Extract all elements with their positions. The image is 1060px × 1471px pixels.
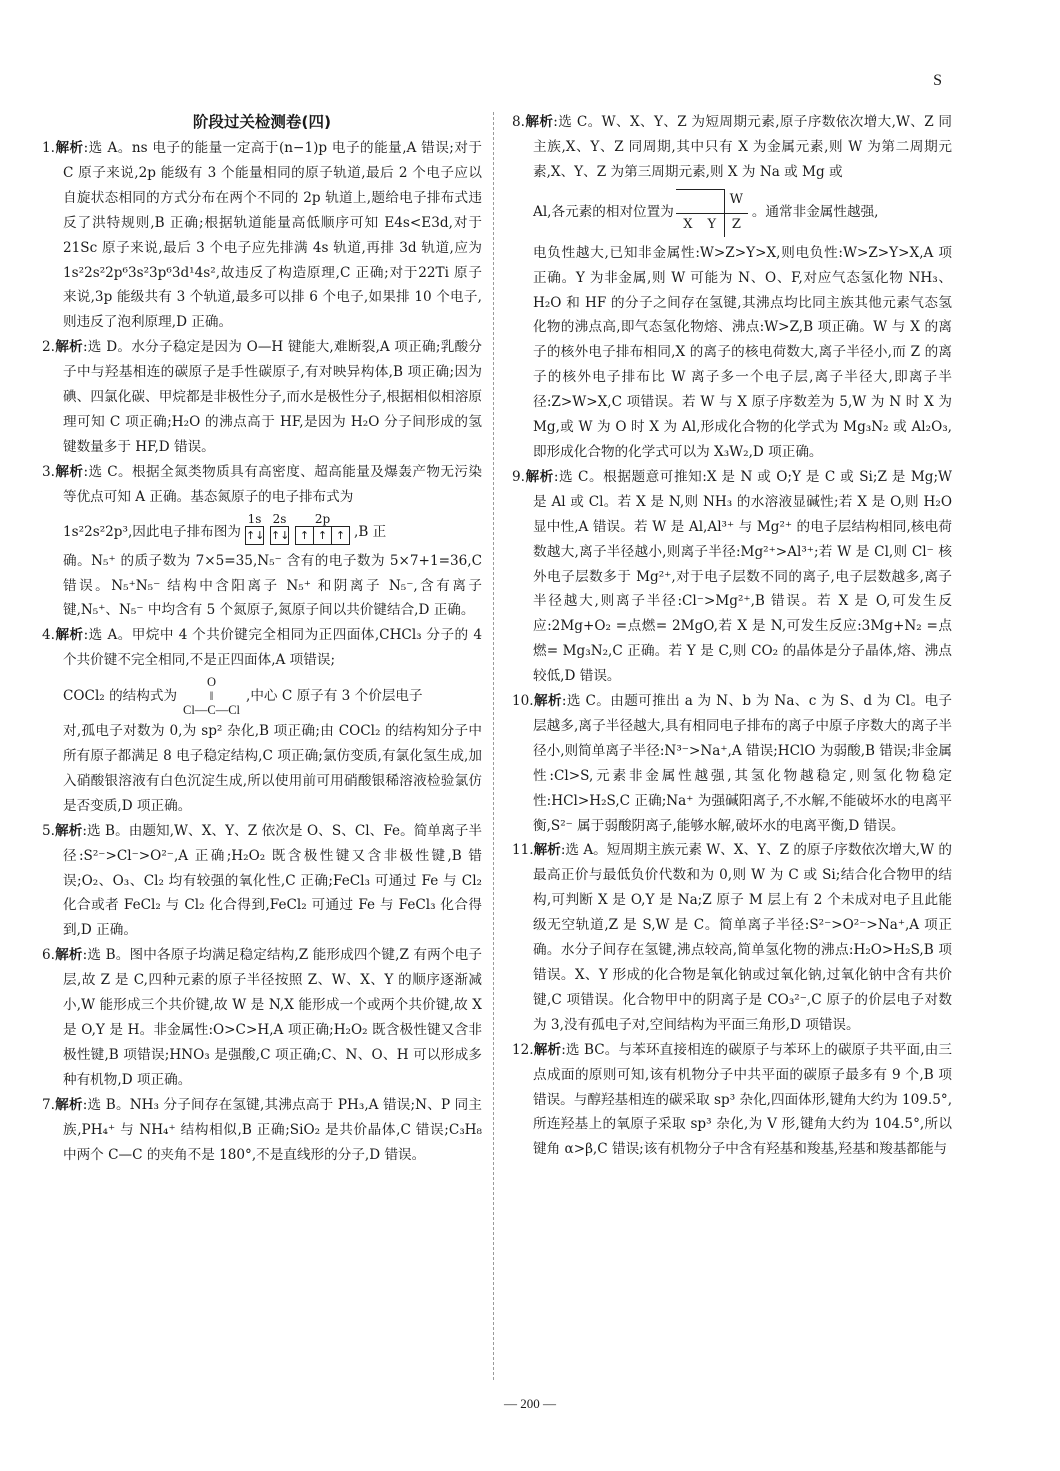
analysis-label: 解析 [524,468,554,485]
orbital-cell: ↑ [314,527,332,544]
item-number: 6. [42,947,55,964]
answer-item-9 [512,465,952,689]
answer-item-7 [42,1093,482,1168]
analysis-label: 解析 [54,1096,83,1113]
left-column [42,110,482,1167]
analysis-label: 解析 [533,1041,562,1058]
table-cell [676,189,700,213]
table-cell: Z [724,213,748,237]
item-number: 1. [42,140,55,156]
item-number: 12. [512,1041,534,1058]
answer-text: :选 B。图中各原子均满足稳定结构,Z 能形成四个键,Z 有两个电子层,故 Z 是 C,四种元素的原子半径按照 Z、W、X、Y 的顺序逐渐减小,W 能形成三个共价键,故 W 是 N,X 能形成一个或两个共价键,故 X 是 O,Y 是 H。非金属性:O>C>H,A 项正确;H₂O₂ 既含极性键又含非极性键,B 项错误;HNO₃ 是强酸,C 项正确;C、N、O、H 可以形成多种有机物,D 项正确。 [63,947,482,1088]
item-number: 3. [42,463,55,480]
structure-prefix: COCl₂ 的结构式为 [63,687,178,704]
analysis-label: 解析 [533,693,562,710]
analysis-label: 解析 [54,627,84,644]
table-prefix: Al,各元素的相对位置为 [533,204,674,221]
answer-text: :选 C。W、X、Y、Z 为短周期元素,原子序数依次增大,W、Z 同主族,X、Y、Z 同周期,其中只有 X 为金属元素,则 W 为第二周期元素,X、Y、Z 为第三周期元素,则 X 为 Na 或 Mg 或 [533,114,953,180]
orbital-label: 2s [272,511,287,526]
orbital-diagram [245,512,350,545]
answer-item-8 [512,110,952,465]
orbital-cell: ↑↓ [246,528,265,542]
answer-text: :选 B。由题知,W、X、Y、Z 依次是 O、S、Cl、Fe。简单离子半径:S²⁻>Cl⁻>O²⁻,A 正确;H₂O₂ 既含极性键又含非极性键,B 错误;O₂、O₃、Cl₂ 均有较强的氧化性,C 正确;FeCl₃ 可通过 Fe 与 Cl₂ 化合或者 FeCl₂ 与 Cl₂ 化合得到,FeCl₂ 可通过 Fe 与 FeCl₃ 化合得到,D 正确。 [63,822,482,939]
periodic-position-table [676,189,748,237]
orbital-label: 2p [314,511,331,526]
periodic-position-row [533,189,952,237]
answer-item-11 [512,838,952,1037]
orbital-suffix: ,B 正 [354,523,387,540]
item-number: 9. [512,468,525,485]
structure-suffix: ,中心 C 原子有 3 个价层电子 [246,687,423,704]
analysis-label: 解析 [54,463,84,480]
answer-text: :选 C。根据全氮类物质具有高密度、超高能量及爆轰产物无污染等优点可知 A 正确。基态氮原子的电子排布式为 [63,463,482,505]
answer-text: :选 B。NH₃ 分子间存在氢键,其沸点高于 PH₃,A 错误;N、P 同主族,PH₄⁺ 与 NH₄⁺ 结构相似,B 正确;SiO₂ 是共价晶体,C 错误;C₃H₈ 中两个 C—C 的夹角不是 180°,不是直线形的分子,D 错误。 [63,1096,483,1163]
structure-top: O [207,675,217,690]
table-cell: Y [700,213,724,237]
analysis-label: 解析 [524,114,554,130]
orbital-cell: ↑↓ [271,528,290,542]
orbital-label: 1s [247,511,262,526]
item-number: 8. [512,114,525,130]
orbital-2s [270,512,289,545]
answer-text: 电负性越大,已知非金属性:W>Z>Y>X,则电负性:W>Z>Y>X,A 项正确。Y 为非金属,则 W 可能为 N、O、F,对应气态氢化物 NH₃、H₂O 和 HF 的分子之间存在氢键,其沸点均比同主族其他元素气态氢化物的沸点高,即气态氢化物熔、沸点:W>Z,B 项正确。W 与 X 的离子的核外电子排布相同,X 的离子的核电荷数大,离子半径小,而 Z 的离子的核外电子排布比 W 离子多一个电子层,离子半径大,即离子半径:Z>W>X,C 项错误。若 W 与 X 原子序数差为 5,W 为 N 时 X 为 Mg,或 W 为 O 时 X 为 Al,形成化合物的化学式为 Mg₃N₂ 或 Al₂O₃,即形成化合物的化学式可以为 X₃W₂,D 项正确。 [533,244,952,460]
table-suffix: 。通常非金属性越强, [751,204,879,221]
column-divider [493,112,494,1380]
item-number: 5. [42,822,55,839]
answer-item-10 [512,689,952,838]
orbital-cell: ↑ [335,528,346,542]
item-number: 4. [42,627,55,644]
page-number: — 200 — [504,1396,556,1411]
orbital-diagram-row [63,512,482,545]
answer-text: :选 BC。与苯环直接相连的碳原子与苯环上的碳原子共平面,由三点成面的原则可知,该有机物分子中共平面的碳原子最多有 9 个,B 项错误。与醇羟基相连的碳采取 sp³ 杂化,四面体形,键角大约为 109.5°,所连羟基上的氧原子采取 sp³ 杂化,为 V 形,键角大约为 104.5°,所以键角 α>β,C 错误;该有机物分子中含有羟基和羧基,羟基和羧基都能与 [533,1041,953,1158]
table-cell: W [724,189,748,213]
answer-text: :选 C。根据题意可推知:X 是 N 或 O;Y 是 C 或 Si;Z 是 Mg;W 是 Al 或 Cl。若 X 是 N,则 NH₃ 的水溶液显碱性;若 X 是 O,则 H₂O 显中性,A 错误。若 W 是 Al,Al³⁺ 与 Mg²⁺ 的电子层结构相同,核电荷数越大,离子半径越小,则离子半径:Mg²⁺>Al³⁺;若 W 是 Cl,则 Cl⁻ 核外电子层数多于 Mg²⁺,对于电子层数不同的离子,电子层数越多,离子半径越大,则离子半径:Cl⁻>Mg²⁺,B 错误。若 X 是 O,可发生反应:2Mg+O₂ =点燃= 2MgO,若 X 是 N,可发生反应:3Mg+N₂ =点燃= Mg₃N₂,C 正确。若 Y 是 C,则 CO₂ 的晶体是分子晶体,熔、沸点较低,D 错误。 [533,468,953,685]
structure-double-bond: ‖ [209,689,214,704]
answer-item-4 [42,623,482,818]
answer-text: :选 A。ns 电子的能量一定高于(n−1)p 电子的能量,A 错误;对于 C 原子来说,2p 能级有 3 个能量相同的原子轨道,最后 2 个电子应以自旋状态相同的方式分布在两个不同的 2p 轨道上,题给电子排布式违反了洪特规则,B 正确;根据轨道能量高低顺序可知 E4s<E3d,对于21Sc 原子来说,最后 3 个电子应先排满 4s 轨道,再排 3d 轨道,应为 1s²2s²2p⁶3s²3p⁶3d¹4s²,故违反了构造原理,C 正确;对于22Ti 原子来说,3p 能级共有 3 个轨道,最多可以排 6 个电子,如果排 10 个电子,则违反了泡利原理,D 正确。 [63,140,482,331]
structure-formula-row [63,675,482,717]
page-title: 阶段过关检测卷(四) [192,113,332,131]
right-column [512,110,952,1162]
answer-text: :选 A。甲烷中 4 个共价键完全相同为正四面体,CHCl₃ 分子的 4 个共价键不完全相同,不是正四面体,A 项错误; [63,627,483,669]
item-number: 2. [42,339,55,356]
answer-item-5 [42,819,482,944]
answer-item-2 [42,335,482,460]
answer-text: 对,孤电子对数为 0,为 sp² 杂化,B 项正确;由 COCl₂ 的结构知分子中所有原子都满足 8 电子稳定结构,C 项正确;氯仿变质,有氯化氢生成,加入硝酸银溶液有白色沉淀生成,所以使用前可用硝酸银稀溶液检验氯仿是否变质,D 项正确。 [63,723,482,814]
analysis-label: 解析 [54,822,83,839]
analysis-label: 解析 [54,339,83,356]
table-cell: X [676,213,700,237]
analysis-label: 解析 [533,842,561,859]
answer-text: 确。N₅⁺ 的质子数为 7×5=35,N₅⁻ 含有的电子数为 5×7+1=36,C 错误。N₅⁺N₅⁻ 结构中含阳离子 N₅⁺ 和阴离子 N₅⁻,含有离子键,N₅⁺、N₅⁻ 中均含有 5 个氮原子,氮原子间以共价键结合,D 正确。 [63,552,482,619]
orbital-prefix: 1s²2s²2p³,因此电子排布图为 [63,523,242,540]
answer-item-3 [42,460,482,624]
answer-text: :选 D。水分子稳定是因为 O—H 键能大,难断裂,A 项正确;乳酸分子中与羟基相连的碳原子是手性碳原子,有对映异构体,B 项正确;因为碘、四氯化碳、甲烷都是非极性分子,而水是极性分子,根据相似相溶原理可知 C 项正确;H₂O 的沸点高于 HF,是因为 H₂O 分子间形成的氢键数量多于 HF,D 错误。 [63,339,483,455]
answer-item-1 [42,136,482,335]
answer-text: :选 A。短周期主族元素 W、X、Y、Z 的原子序数依次增大,W 的最高正价与最低负价代数和为 0,则 W 为 C 或 Si;结合化合物甲的结构,可判断 X 是 O,Y 是 Na;Z 原子 M 层上有 2 个未成对电子且此能级无空轨道,Z 是 S,W 是 C。简单离子半径:S²⁻>O²⁻>Na⁺,A 项正确。水分子间存在氢键,沸点较高,简单氢化物的沸点:H₂O>H₂S,B 项错误。X、Y 形成的化合物是氧化钠或过氧化钠,过氧化钠中含有共价键,C 项错误。化合物甲中的阴离子是 CO₃²⁻,C 原子的价层电子对数为 3,没有孤电子对,空间结构为平面三角形,D 项错误。 [533,842,953,1033]
orbital-1s [245,512,264,545]
item-number: 7. [42,1096,55,1113]
analysis-label: 解析 [54,140,84,156]
answer-item-12 [512,1038,952,1163]
answer-text: :选 C。由题可推出 a 为 N、b 为 Na、c 为 S、d 为 Cl。电子层越多,离子半径越大,具有相同电子排布的离子中原子序数大的离子半径小,则简单离子半径:N³⁻>Na⁺,A 错误;HClO 为弱酸,B 错误;非金属性:Cl>S,元素非金属性越强,其氢化物越稳定,则氢化物稳定性:HCl>H₂S,C 正确;Na⁺ 为强碱阳离子,不水解,不能破坏水的电离平衡,S²⁻ 属于弱酸阴离子,能够水解,破坏水的电离平衡,D 错误。 [533,693,952,834]
table-cell [700,189,724,213]
answer-item-6 [42,943,482,1092]
orbital-2p [295,512,350,545]
structure-bottom: Cl—C—Cl [183,703,241,718]
item-number: 10. [512,693,534,710]
item-number: 11. [512,842,534,859]
analysis-label: 解析 [54,947,83,964]
cocl2-structure [183,675,240,717]
orbital-cell: ↑ [296,527,314,544]
corner-label: S [933,72,942,89]
